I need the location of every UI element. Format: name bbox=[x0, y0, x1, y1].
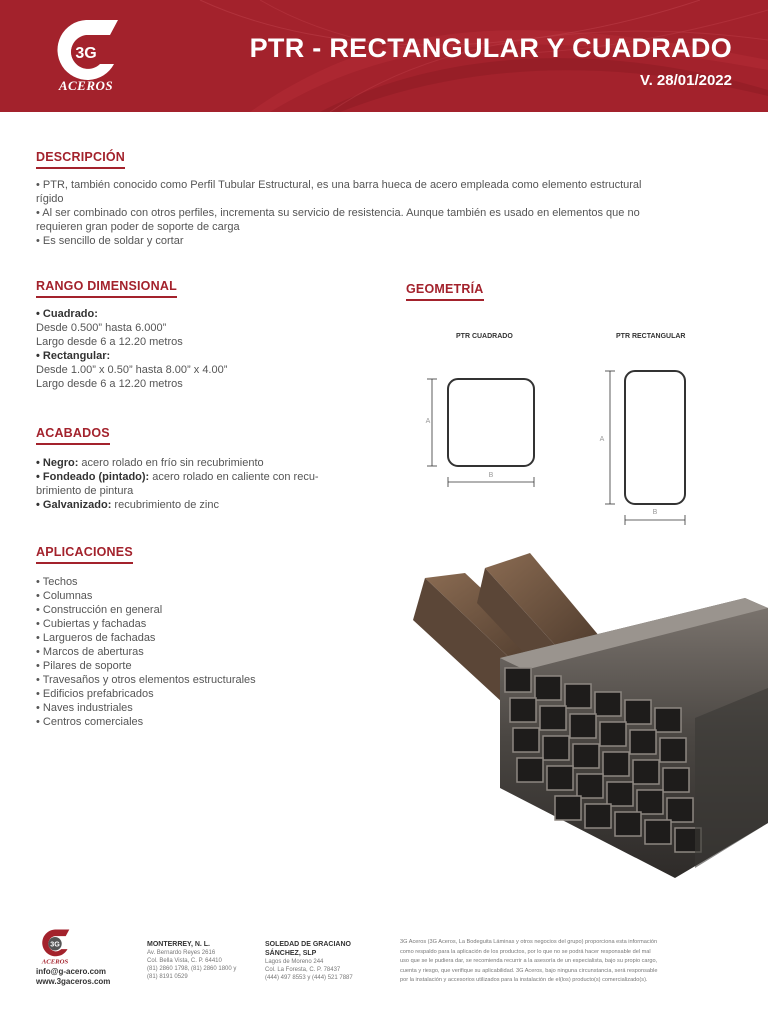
list-item: • Cubiertas y fachadas bbox=[36, 618, 147, 630]
monterrey-title: MONTERREY, N. L. bbox=[147, 941, 211, 948]
page-title: PTR - RECTANGULAR Y CUADRADO bbox=[249, 33, 732, 63]
cuadrado-length: Largo desde 6 a 12.20 metros bbox=[36, 336, 183, 348]
dim-a-square: A bbox=[425, 418, 431, 425]
legal-line: uso que se le pudiera dar, se recomienda recurrir a la asesoría de un especialista, bajo su propio cargo, bbox=[400, 958, 658, 965]
header-banner bbox=[0, 0, 768, 112]
rectangular-range: Desde 1.00” x 0.50” hasta 8.00” x 4.00” bbox=[36, 364, 228, 376]
dim-b-rect: B bbox=[652, 509, 658, 516]
ptr-cuadrado-label: PTR CUADRADO bbox=[456, 333, 513, 340]
negro-text: acero rolado en frío sin recubrimiento bbox=[78, 457, 264, 469]
footer-brand: ACEROS bbox=[41, 958, 69, 966]
monterrey-line: (81) 8191 0529 bbox=[147, 974, 188, 980]
monterrey-line: Col. Bella Vista, C. P. 64410 bbox=[147, 958, 222, 964]
section-title-aplicaciones: APLICACIONES bbox=[36, 545, 133, 564]
dim-a-rect: A bbox=[599, 436, 605, 443]
list-item: • Centros comerciales bbox=[36, 716, 144, 728]
descripcion-line: • Al ser combinado con otros perfiles, incrementa su servicio de resistencia. Aunque también es usado en elementos que no bbox=[36, 207, 640, 219]
cuadrado-label: • Cuadrado: bbox=[36, 308, 98, 320]
section-title-acabados: ACABADOS bbox=[36, 426, 110, 445]
ptr-rectangular-label: PTR RECTANGULAR bbox=[616, 333, 686, 340]
section-title-descripcion: DESCRIPCIÓN bbox=[36, 150, 125, 169]
list-item: • Marcos de aberturas bbox=[36, 646, 144, 658]
descripcion-line: requieren gran poder de soporte de carga bbox=[36, 221, 240, 233]
fondeado-label: • Fondeado (pintado): bbox=[36, 471, 150, 483]
soledad-title-2: SÁNCHEZ, SLP bbox=[265, 950, 317, 957]
rectangular-label: • Rectangular: bbox=[36, 350, 111, 362]
footer-soledad bbox=[265, 940, 353, 982]
monterrey-line: Av. Bernardo Reyes 2616 bbox=[147, 950, 216, 956]
fondeado-text-cont: brimiento de pintura bbox=[36, 485, 134, 497]
legal-line: 3G Aceros (3G Aceros, La Bodeguita Láminas y otros negocios del grupo) proporciona esta información bbox=[400, 939, 658, 945]
fondeado-text: acero rolado en caliente con recu- bbox=[149, 471, 319, 483]
list-item: • Techos bbox=[36, 576, 78, 588]
footer-web[interactable]: www.3gaceros.com bbox=[36, 977, 111, 986]
list-item: • Columnas bbox=[36, 590, 93, 602]
aplicaciones-list bbox=[36, 575, 256, 729]
list-item: • Largueros de fachadas bbox=[36, 632, 156, 644]
descripcion-line: rígido bbox=[36, 193, 64, 205]
list-item: • Naves industriales bbox=[36, 702, 133, 714]
version-label: V. 28/01/2022 bbox=[639, 72, 732, 89]
soledad-title: SOLEDAD DE GRACIANO bbox=[265, 941, 351, 948]
galvanizado-label: • Galvanizado: bbox=[36, 499, 112, 511]
legal-line: cuenta y riesgo, que verifique su aplicabilidad. 3G Aceros, bajo ninguna circunstancia, será responsable bbox=[400, 967, 658, 974]
footer-logo-mark: 3G bbox=[50, 940, 60, 949]
soledad-line: Col. La Foresta, C. P. 78437 bbox=[265, 967, 341, 973]
ptr-cuadrado-shape bbox=[448, 379, 534, 466]
geometry-diagram bbox=[400, 355, 700, 535]
galvanizado-text: recubrimiento de zinc bbox=[111, 499, 219, 511]
footer-logo bbox=[38, 926, 72, 966]
list-item: • Pilares de soporte bbox=[36, 660, 132, 672]
list-item: • Construcción en general bbox=[36, 604, 163, 616]
descripcion-text bbox=[36, 178, 746, 248]
legal-line: por la instalación y accesorios utilizados para la instalación de el(los) producto(s) comercializado(s). bbox=[400, 977, 648, 984]
descripcion-line: • PTR, también conocido como Perfil Tubular Estructural, es una barra hueca de acero empleada como elemento estructural bbox=[36, 179, 642, 191]
footer-monterrey bbox=[147, 940, 236, 981]
list-item: • Edificios prefabricados bbox=[36, 688, 154, 700]
negro-label: • Negro: bbox=[36, 457, 79, 469]
section-title-rango: RANGO DIMENSIONAL bbox=[36, 279, 177, 298]
monterrey-line: (81) 2860 1798, (81) 2860 1800 y bbox=[147, 966, 237, 972]
footer-legal bbox=[400, 938, 740, 986]
cuadrado-range: Desde 0.500” hasta 6.000” bbox=[36, 322, 167, 334]
acabados-text bbox=[36, 456, 376, 512]
rango-text bbox=[36, 307, 376, 391]
logo-mark-text: 3G bbox=[75, 45, 97, 62]
list-item: • Travesaños y otros elementos estructurales bbox=[36, 674, 256, 686]
legal-line: como respaldo para la aplicación de los productos, por lo que no se podrá hacer responsable del mal bbox=[400, 948, 651, 955]
brand-name: ACEROS bbox=[58, 78, 114, 93]
dim-b-square: B bbox=[488, 472, 494, 479]
footer-email[interactable]: info@g-acero.com bbox=[36, 967, 107, 976]
soledad-line: Lagos de Moreno 244 bbox=[265, 959, 324, 965]
section-title-geometria: GEOMETRÍA bbox=[406, 282, 484, 301]
ptr-rectangular-shape bbox=[625, 371, 685, 504]
footer-contact bbox=[36, 967, 110, 987]
steel-tubes-image bbox=[405, 548, 768, 896]
soledad-line: (444) 497 8553 y (444) 521 7887 bbox=[265, 975, 353, 981]
rectangular-length: Largo desde 6 a 12.20 metros bbox=[36, 378, 183, 390]
descripcion-line: • Es sencillo de soldar y cortar bbox=[36, 235, 184, 247]
